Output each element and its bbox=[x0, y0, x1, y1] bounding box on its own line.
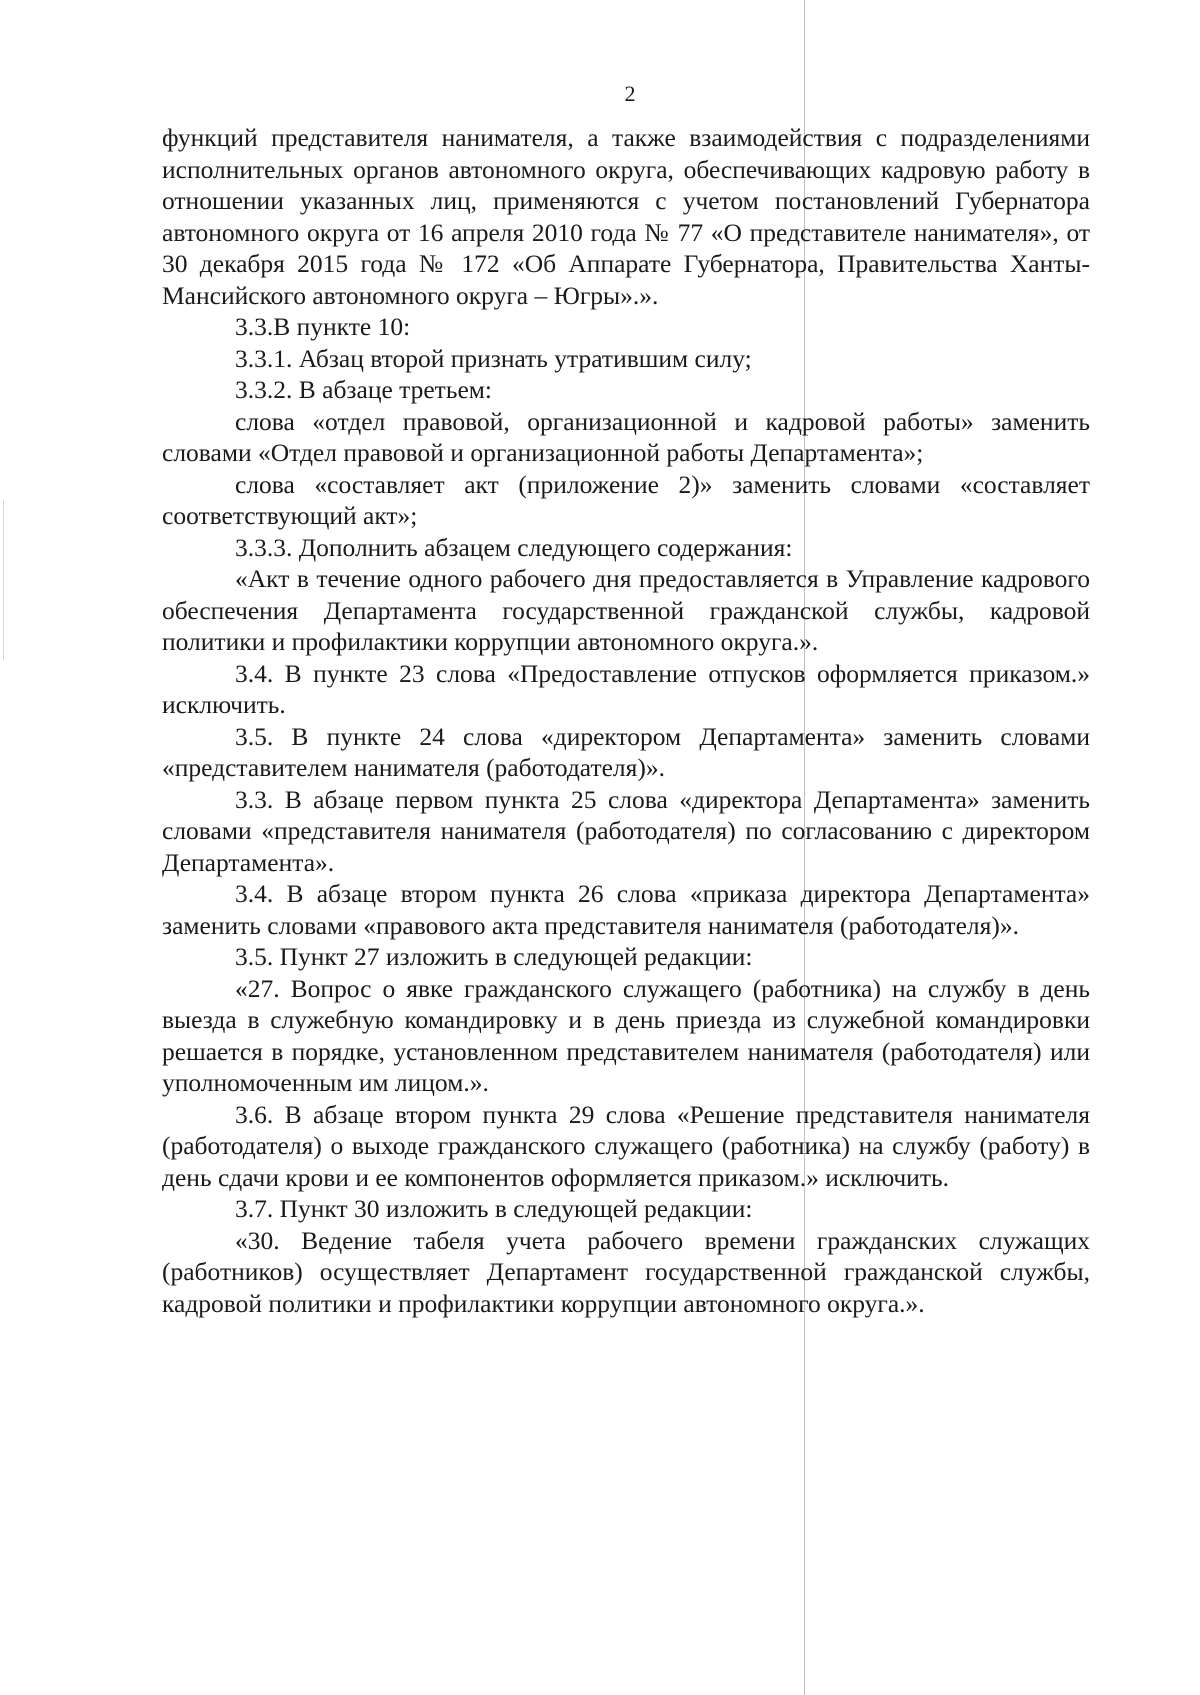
paragraph-3-3-3: 3.3.3. Дополнить абзацем следующего содержания: bbox=[235, 532, 793, 562]
paragraph-words-replace-1: слова «отдел правовой, организационной и кадровой работы» заменить словами «Отдел правовой и организационной работы Департамента»; bbox=[162, 406, 1090, 467]
paragraph-continuation: функций представителя нанимателя, а также взаимодействия с подразделениями исполнительных органов автономного округа, обеспечивающих кадровую работу в отношении указанных лиц, применяются с учетом постановлений Губернатора автономного округа от 16 апреля 2010 года № 77 «О представителе нанимателя», от 30 декабря 2015 года № 172 «Об Аппарате Губернатора, Правительства Ханты-Мансийского автономного округа – Югры».». bbox=[162, 123, 1090, 310]
paragraph-3-5-a: 3.5. В пункте 24 слова «директором Департамента» заменить словами «представителем нанимателя (работодателя)». bbox=[162, 721, 1090, 782]
paragraph-3-3-2: 3.3.2. В абзаце третьем: bbox=[235, 375, 492, 404]
paragraph-3-5-b: 3.5. Пункт 27 изложить в следующей редакции: bbox=[235, 942, 753, 971]
paragraph-3-3: 3.3.В пункте 10: bbox=[235, 312, 411, 341]
scan-edge-mark bbox=[3, 500, 4, 660]
document-body bbox=[162, 122, 1090, 1319]
paragraph-3-3-1: 3.3.1. Абзац второй признать утратившим силу; bbox=[235, 343, 752, 373]
paragraph-point-27-quote: «27. Вопрос о явке гражданского служащего (работника) на службу в день выезда в служебную командировку и в день приезда из служебной командировки решается в порядке, установленном представителем нанимателя (работодателя) или уполномоченным им лицом.». bbox=[162, 973, 1090, 1097]
paragraph-3-3-b: 3.3. В абзаце первом пункта 25 слова «директора Департамента» заменить словами «представителя нанимателя (работодателя) по согласованию с директором Департамента». bbox=[162, 784, 1090, 877]
paragraph-3-4-a: 3.4. В пункте 23 слова «Предоставление отпусков оформляется приказом.» исключить. bbox=[162, 658, 1090, 719]
paragraph-3-7: 3.7. Пункт 30 изложить в следующей редакции: bbox=[235, 1194, 753, 1223]
paragraph-act-quote: «Акт в течение одного рабочего дня предоставляется в Управление кадрового обеспечения Департамента государственной гражданской службы, кадровой политики и профилактики коррупции автономного округа.». bbox=[162, 564, 1090, 656]
paragraph-words-replace-2: слова «составляет акт (приложение 2)» заменить словами «составляет соответствующий акт»; bbox=[162, 469, 1090, 530]
paragraph-point-30-quote: «30. Ведение табеля учета рабочего времени гражданских служащих (работников) осуществляет Департамент государственной гражданской службы, кадровой политики и профилактики коррупции автономного округа.». bbox=[162, 1225, 1090, 1318]
page-number: 2 bbox=[624, 81, 636, 106]
paragraph-3-6: 3.6. В абзаце втором пункта 29 слова «Решение представителя нанимателя (работодателя) о выходе гражданского служащего (работника) на службу (работу) в день сдачи крови и ее компонентов оформляется приказом.» исключить. bbox=[162, 1099, 1090, 1192]
paragraph-3-4-b: 3.4. В абзаце втором пункта 26 слова «приказа директора Департамента» заменить словами «правового акта представителя нанимателя (работодателя)». bbox=[162, 879, 1090, 940]
